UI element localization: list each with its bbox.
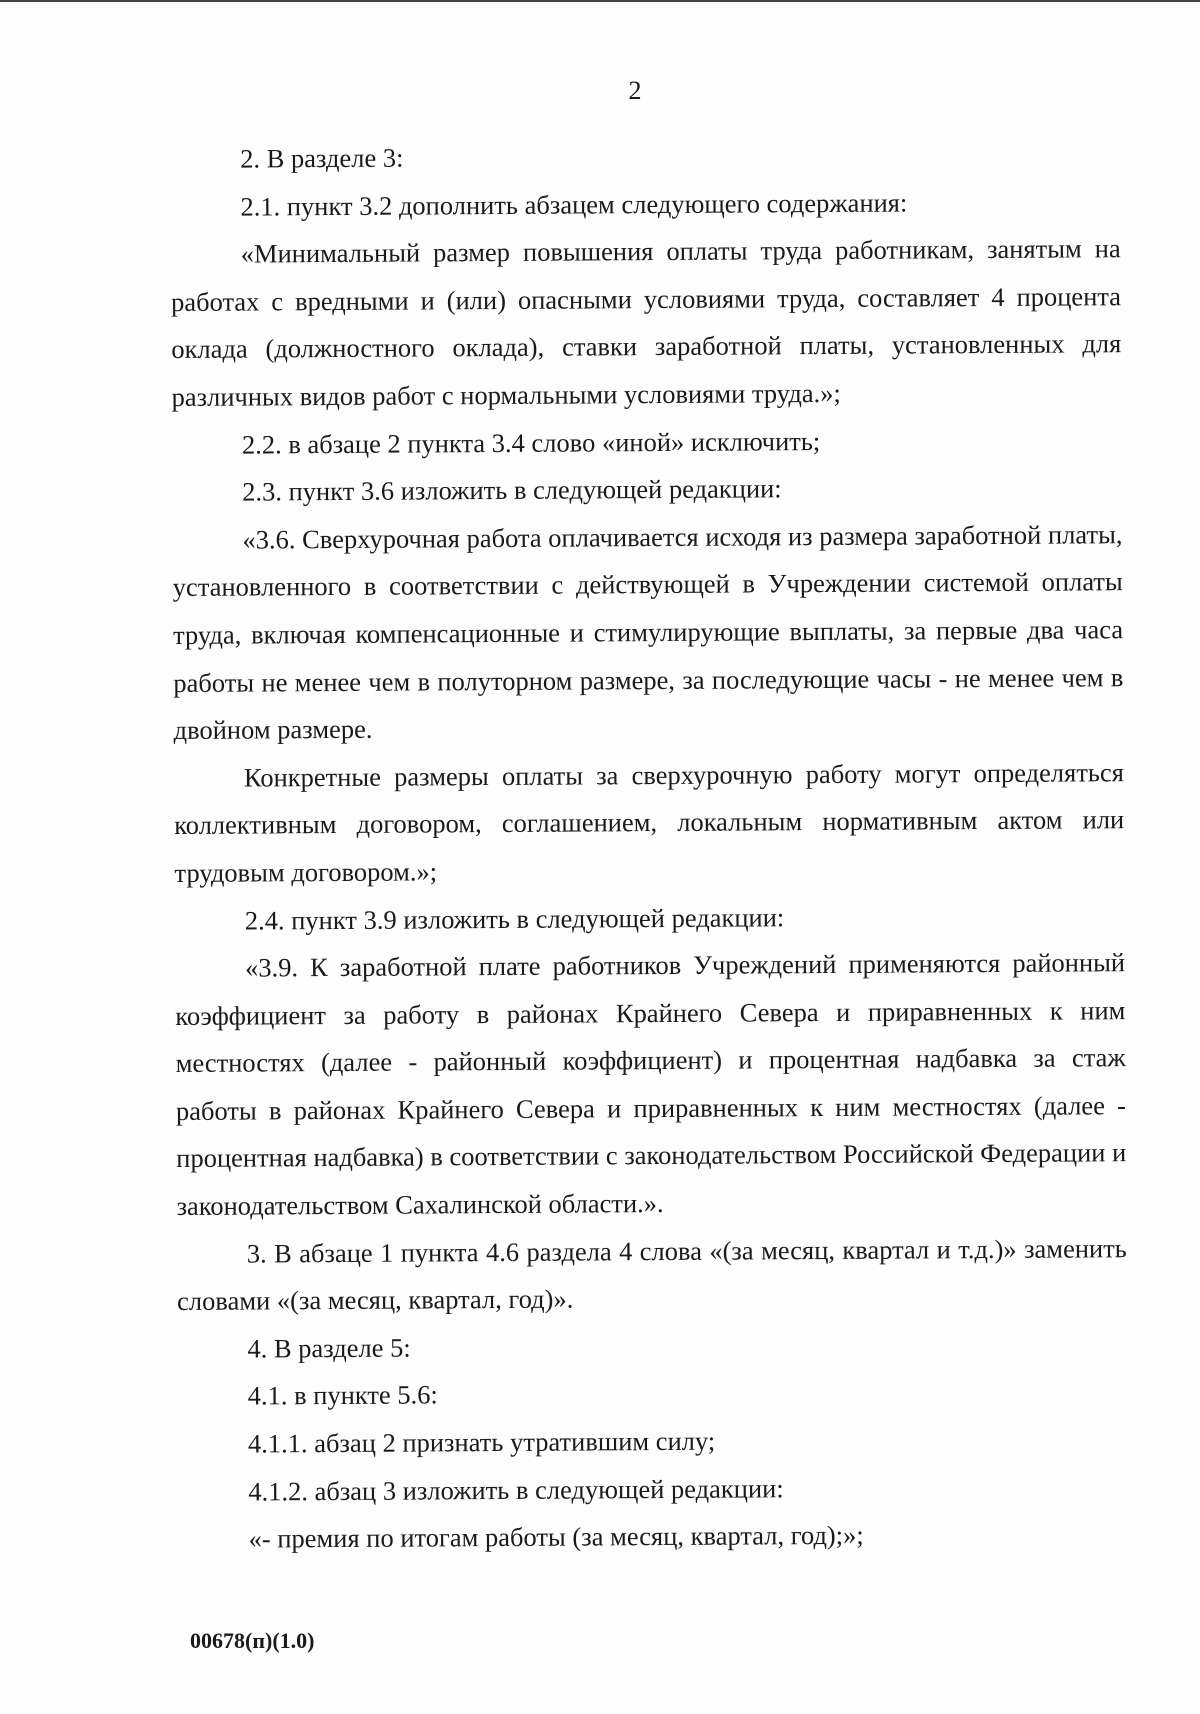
paragraph-item-2-2: 2.2. в абзаце 2 пункта 3.4 слово «иной» исключить; (241, 425, 821, 460)
paragraph-quote-minimum-raise: «Минимальный размер повышения оплаты труда работникам, занятым на работах с вредными и (или) опасными условиями труда, составляет 4 процента оклада (должностного оклада), ставки заработной платы, установленных для различных видов работ с нормальными условиями труда.»; (170, 233, 1122, 412)
paragraph-quote-3-9: «3.9. К заработной плате работников Учреждений применяются районный коэффициент за работу в районах Крайнего Севера и приравненных к ним местностях (далее - районный коэффициент) и процентная надбавка за стаж работы в районах Крайнего Севера и приравненных к ним местностях (далее - процентная надбавка) в соответствии с законодательством Российской Федерации и законодательством Сахалинской области.». (175, 947, 1127, 1222)
paragraph-item-4-1: 4.1. в пункте 5.6: (247, 1379, 438, 1411)
paragraph-overtime-amounts: Конкретные размеры оплаты за сверхурочную работу могут определяться коллективным договором, соглашением, локальным нормативным актом или трудовым договором.»; (174, 756, 1125, 888)
paragraph-section-5-heading: 4. В разделе 5: (247, 1332, 411, 1364)
paragraph-item-4-1-1: 4.1.1. абзац 2 признать утратившим силу; (247, 1425, 716, 1459)
paragraph-quote-3-6: «3.6. Сверхурочная работа оплачивается исходя из размера заработной платы, установленного в соответствии с действующей в Учреждении системой оплаты труда, включая компенсационные и стимулирующие выплаты, за первые два часа работы не менее чем в полуторном размере, за последующие часы - не менее чем в двойном размере. (172, 518, 1124, 746)
paragraph-section-3-heading: 2. В разделе 3: (240, 142, 404, 174)
paragraph-item-2-3: 2.3. пункт 3.6 изложить в следующей редакции: (242, 473, 782, 507)
document-code: 00678(п)(1.0) (190, 1628, 315, 1653)
paragraph-item-4-1-2: 4.1.2. абзац 3 изложить в следующей редакции: (248, 1472, 784, 1507)
paragraph-item-2-1: 2.1. пункт 3.2 дополнить абзацем следующего содержания: (240, 187, 908, 222)
top-edge-rule (0, 0, 1200, 2)
document-body (170, 130, 1129, 1564)
paragraph-item-3: 3. В абзаце 1 пункта 4.6 раздела 4 слова «(за месяц, квартал и т.д.)» заменить словами «(за месяц, квартал, год)». (177, 1232, 1127, 1317)
paragraph-item-2-4: 2.4. пункт 3.9 изложить в следующей редакции: (244, 901, 785, 936)
paragraph-quote-bonus: «- премия по итогам работы (за месяц, квартал, год);»; (248, 1520, 864, 1554)
page-number: 2 (628, 76, 642, 105)
